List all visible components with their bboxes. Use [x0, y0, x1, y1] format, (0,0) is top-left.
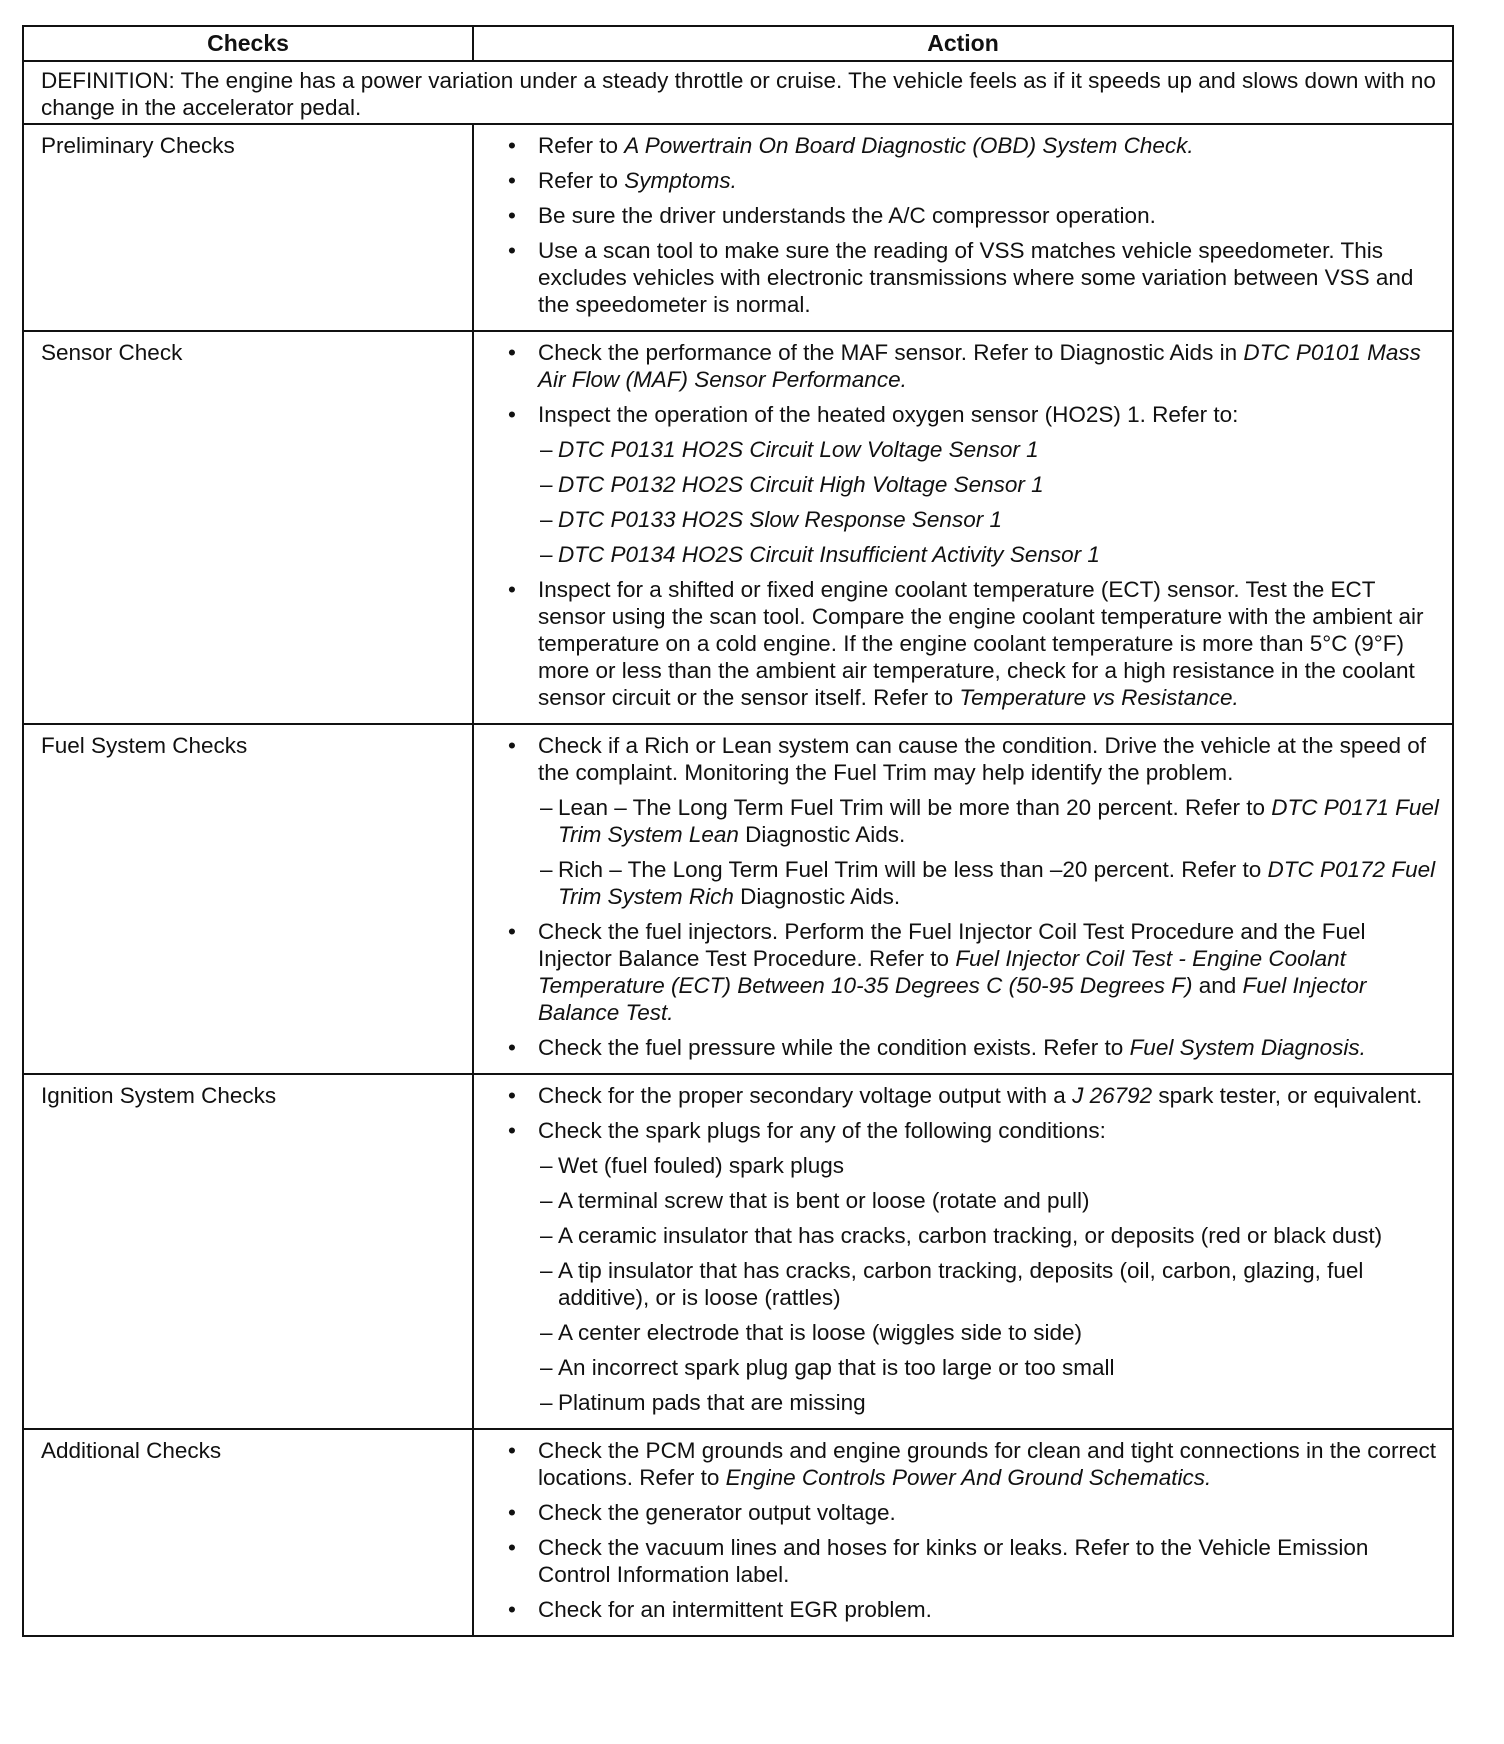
- action-text: Check the vacuum lines and hoses for kinks or leaks. Refer to the Vehicle Emission Control Information label.: [538, 1535, 1369, 1587]
- action-text: Check the fuel injectors. Perform the Fuel Injector Coil Test Procedure and the Fuel Injector Balance Test Procedure. Refer to: [538, 919, 1366, 971]
- action-text: Diagnostic Aids.: [738, 822, 906, 847]
- check-label: Preliminary Checks: [23, 124, 473, 331]
- action-bullet: [504, 1596, 1444, 1623]
- action-subitem: [504, 1354, 1444, 1381]
- check-row: [23, 724, 1453, 1074]
- definition-row: [23, 61, 1453, 124]
- action-bullet: [504, 237, 1444, 318]
- action-bullet: [504, 401, 1444, 428]
- action-subitem: [504, 541, 1444, 568]
- action-text: Refer to: [538, 133, 625, 158]
- diagnostic-table: [22, 25, 1454, 1637]
- check-row: [23, 1429, 1453, 1636]
- action-text: Inspect the operation of the heated oxygen sensor (HO2S) 1. Refer to:: [538, 402, 1239, 427]
- action-text: Check the performance of the MAF sensor. Refer to Diagnostic Aids in: [538, 340, 1244, 365]
- header-row: [23, 26, 1453, 61]
- checks-header: Checks: [23, 26, 473, 61]
- action-bullet: [504, 1117, 1444, 1144]
- reference-text: Fuel Injector Coil Test - Engine Coolant Temperature (ECT) Between 10-35 Degrees C (50-95 Degrees F): [538, 946, 1346, 998]
- action-bullet: [504, 1034, 1444, 1061]
- action-subitem: [504, 1389, 1444, 1416]
- check-row: [23, 1074, 1453, 1429]
- action-bullet: [504, 576, 1444, 711]
- action-subitem: [504, 1187, 1444, 1214]
- reference-text: DTC P0172 Fuel Trim System Rich: [558, 857, 1436, 909]
- action-bullet: [504, 1534, 1444, 1588]
- action-text: A tip insulator that has cracks, carbon tracking, deposits (oil, carbon, glazing, fuel additive), or is loose (rattles): [558, 1258, 1364, 1310]
- action-text: Use a scan tool to make sure the reading of VSS matches vehicle speedometer. This excludes vehicles with electronic transmissions where some variation between VSS and the speedometer is normal.: [538, 238, 1414, 317]
- check-row: [23, 124, 1453, 331]
- definition-text: DEFINITION: The engine has a power variation under a steady throttle or cruise. The vehicle feels as if it speeds up and slows down with no change in the accelerator pedal.: [23, 61, 1453, 124]
- action-text: A terminal screw that is bent or loose (rotate and pull): [558, 1188, 1090, 1213]
- action-text: Inspect for a shifted or fixed engine coolant temperature (ECT) sensor. Test the ECT sensor using the scan tool. Compare the engine coolant temperature with the ambient air temperature on a cold engine. If the engine coolant temperature is more than 5°C (9°F) more or less than the ambient air temperature, check for a high resistance in the coolant sensor circuit or the sensor itself. Refer to: [538, 577, 1424, 710]
- action-bullet: [504, 1437, 1444, 1491]
- action-text: Diagnostic Aids.: [733, 884, 901, 909]
- action-text: A ceramic insulator that has cracks, carbon tracking, or deposits (red or black dust): [558, 1223, 1383, 1248]
- action-text: Be sure the driver understands the A/C compressor operation.: [538, 203, 1156, 228]
- reference-text: DTC P0133 HO2S Slow Response Sensor 1: [558, 507, 1002, 532]
- check-label: Sensor Check: [23, 331, 473, 724]
- action-header: Action: [473, 26, 1453, 61]
- action-text: Check the PCM grounds and engine grounds for clean and tight connections in the correct locations. Refer to: [538, 1438, 1437, 1490]
- action-text: spark tester, or equivalent.: [1152, 1083, 1423, 1108]
- action-text: Refer to: [538, 168, 625, 193]
- action-text: Rich – The Long Term Fuel Trim will be less than –20 percent. Refer to: [558, 857, 1268, 882]
- action-cell: [473, 1429, 1453, 1636]
- action-bullet: [504, 339, 1444, 393]
- action-bullet: [504, 918, 1444, 1026]
- reference-text: Symptoms.: [624, 168, 737, 193]
- action-subitem: [504, 471, 1444, 498]
- action-subitem: [504, 1152, 1444, 1179]
- reference-text: Engine Controls Power And Ground Schematics.: [725, 1465, 1212, 1490]
- action-subitem: [504, 856, 1444, 910]
- action-cell: [473, 724, 1453, 1074]
- action-text: An incorrect spark plug gap that is too large or too small: [558, 1355, 1115, 1380]
- action-subitem: [504, 506, 1444, 533]
- action-bullet: [504, 167, 1444, 194]
- reference-text: A Powertrain On Board Diagnostic (OBD) System Check.: [624, 133, 1194, 158]
- reference-text: DTC P0171 Fuel Trim System Lean: [558, 795, 1439, 847]
- reference-text: Fuel System Diagnosis.: [1129, 1035, 1366, 1060]
- action-bullet: [504, 732, 1444, 786]
- action-text: Check the generator output voltage.: [538, 1500, 896, 1525]
- action-subitem: [504, 794, 1444, 848]
- action-cell: [473, 124, 1453, 331]
- reference-text: DTC P0131 HO2S Circuit Low Voltage Sensor 1: [558, 437, 1039, 462]
- action-text: Check for an intermittent EGR problem.: [538, 1597, 932, 1622]
- action-bullet: [504, 132, 1444, 159]
- action-subitem: [504, 1319, 1444, 1346]
- reference-text: DTC P0134 HO2S Circuit Insufficient Activity Sensor 1: [558, 542, 1100, 567]
- check-label: Additional Checks: [23, 1429, 473, 1636]
- action-subitem: [504, 1257, 1444, 1311]
- action-subitem: [504, 436, 1444, 463]
- action-text: Platinum pads that are missing: [558, 1390, 866, 1415]
- action-cell: [473, 331, 1453, 724]
- action-cell: [473, 1074, 1453, 1429]
- action-text: Check the fuel pressure while the condition exists. Refer to: [538, 1035, 1130, 1060]
- action-bullet: [504, 1082, 1444, 1109]
- action-text: Lean – The Long Term Fuel Trim will be more than 20 percent. Refer to: [558, 795, 1272, 820]
- action-text: A center electrode that is loose (wiggles side to side): [558, 1320, 1083, 1345]
- action-text: Check the spark plugs for any of the following conditions:: [538, 1118, 1106, 1143]
- reference-text: Temperature vs Resistance.: [959, 685, 1239, 710]
- check-row: [23, 331, 1453, 724]
- check-label: Ignition System Checks: [23, 1074, 473, 1429]
- action-text: Check if a Rich or Lean system can cause the condition. Drive the vehicle at the speed of the complaint. Monitoring the Fuel Trim may help identify the problem.: [538, 733, 1426, 785]
- reference-text: DTC P0132 HO2S Circuit High Voltage Sensor 1: [558, 472, 1044, 497]
- reference-text: Fuel Injector Balance Test.: [538, 973, 1367, 1025]
- action-text: and: [1192, 973, 1243, 998]
- action-bullet: [504, 1499, 1444, 1526]
- reference-text: J 26792: [1072, 1083, 1153, 1108]
- action-text: Check for the proper secondary voltage output with a: [538, 1083, 1073, 1108]
- check-label: Fuel System Checks: [23, 724, 473, 1074]
- action-bullet: [504, 202, 1444, 229]
- reference-text: DTC P0101 Mass Air Flow (MAF) Sensor Performance.: [538, 340, 1421, 392]
- action-subitem: [504, 1222, 1444, 1249]
- action-text: Wet (fuel fouled) spark plugs: [558, 1153, 844, 1178]
